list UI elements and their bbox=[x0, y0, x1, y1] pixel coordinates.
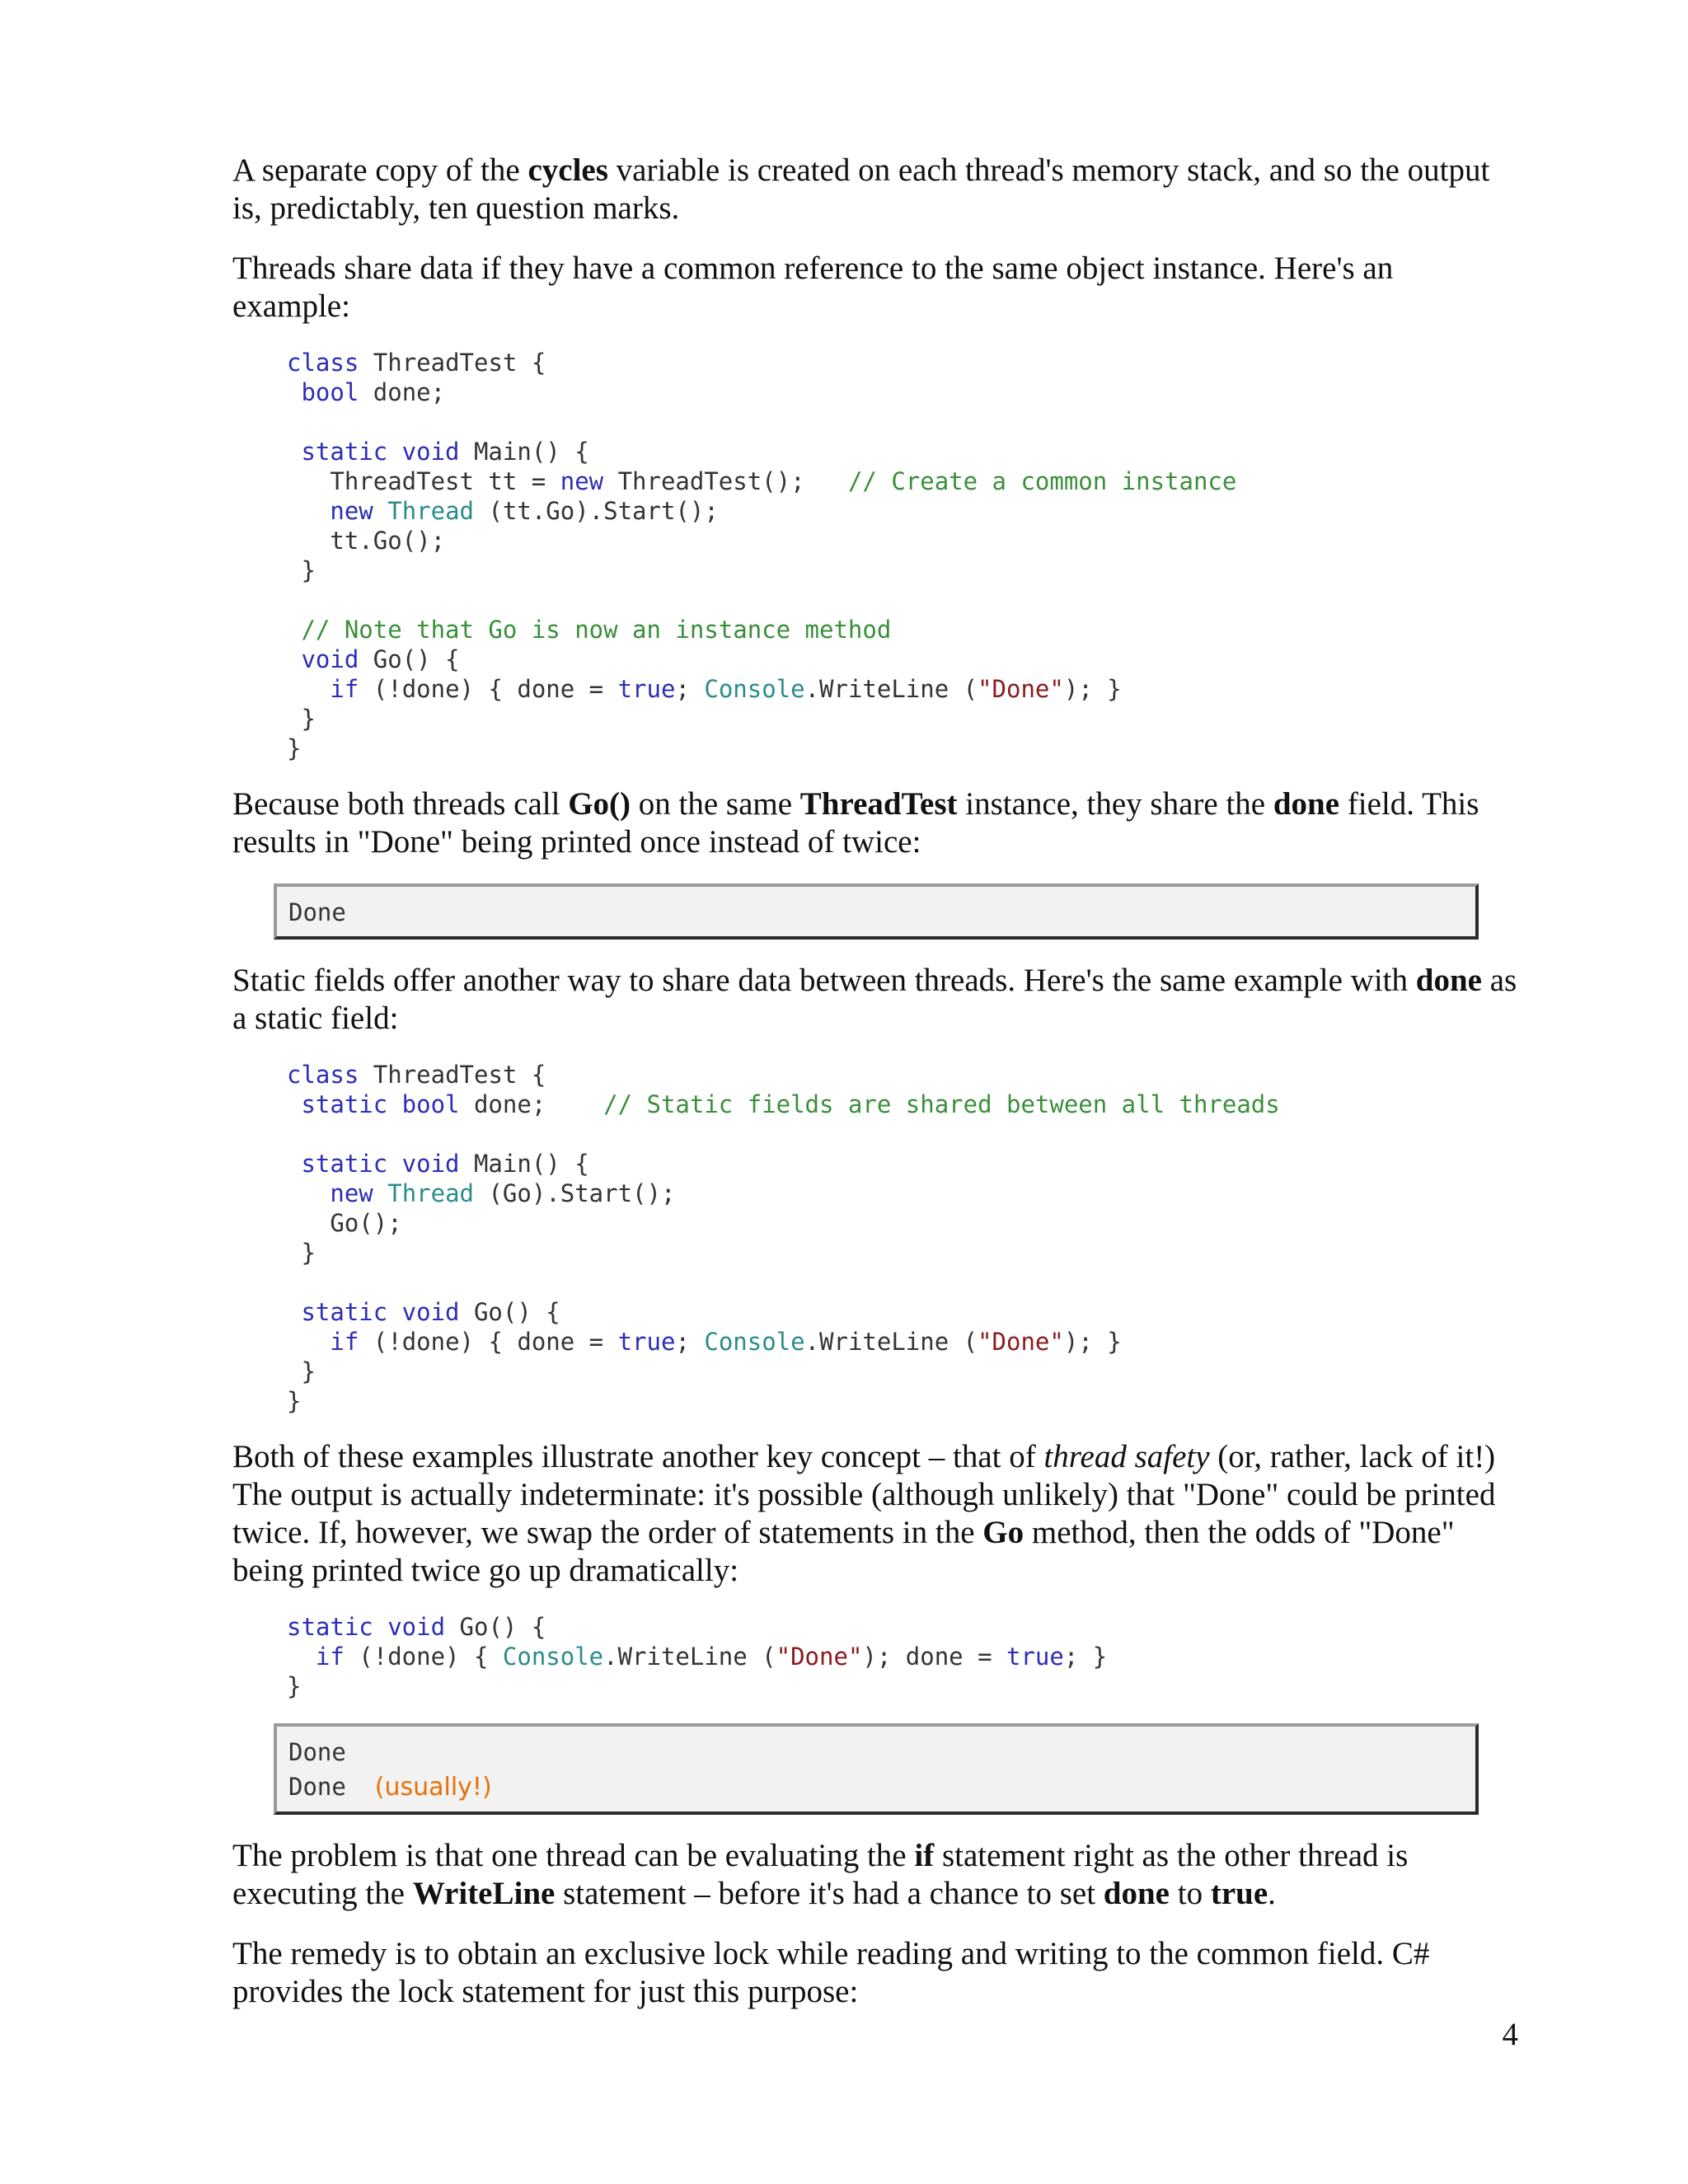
code-line-blank bbox=[287, 585, 1518, 615]
bold-term: Go() bbox=[568, 786, 631, 822]
paragraph-thread-safety: Both of these examples illustrate another key concept – that of thread safety (or, rather, lack of it!) The output is actually indeterminate: it's possible (although unlikely) that "Done" could be printed twice. If, however, we swap the order of statements in the Go method, then the odds of "Done" being printed twice go up dramatically: bbox=[232, 1439, 1496, 1588]
output-line: Done bbox=[288, 898, 346, 926]
bold-term: Go bbox=[982, 1515, 1025, 1550]
bold-term: cycles bbox=[528, 152, 608, 188]
paragraph-cycles bbox=[232, 152, 1518, 227]
bold-term: WriteLine bbox=[412, 1876, 556, 1911]
paragraph-share-intro: Threads share data if they have a common reference to the same object instance. Here's an example: bbox=[232, 251, 1394, 324]
code-line: } bbox=[287, 1357, 316, 1385]
italic-term: thread safety bbox=[1043, 1439, 1210, 1474]
code-line: static void Go() { bbox=[287, 1298, 560, 1326]
paragraph-problem: The problem is that one thread can be evaluating the if statement right as the other thread is executing the WriteLine statement – before it's had a chance to set done to true. bbox=[232, 1838, 1409, 1911]
code-block-static-example bbox=[287, 1060, 1518, 1416]
text: A separate copy of the bbox=[232, 152, 528, 188]
text: variable is created on each thread's memory stack, and so the output is, predictably, ten question marks. bbox=[232, 152, 1490, 226]
output-annotation: (usually!) bbox=[374, 1773, 492, 1802]
bold-term: ThreadTest bbox=[799, 786, 958, 822]
code-line: tt.Go(); bbox=[287, 527, 446, 555]
code-line-blank bbox=[287, 407, 1518, 437]
code-line: if (!done) { done = true; Console.WriteLine ("Done"); } bbox=[287, 675, 1122, 703]
code-line-blank bbox=[287, 1268, 1518, 1297]
code-line: static void Main() { bbox=[287, 438, 589, 466]
paragraph-both-threads: Because both threads call Go() on the same ThreadTest instance, they share the done field. This results in "Done" being printed once instead of twice: bbox=[232, 786, 1479, 860]
code-line: static void Go() { bbox=[287, 1613, 546, 1641]
code-line: void Go() { bbox=[287, 645, 460, 673]
code-line: class ThreadTest { bbox=[287, 1061, 546, 1089]
code-line: ThreadTest tt = new ThreadTest(); // Create a common instance bbox=[287, 467, 1237, 495]
output-line: Done (usually!) bbox=[288, 1773, 492, 1802]
bold-term: true bbox=[1210, 1876, 1268, 1911]
bold-term: done bbox=[1273, 786, 1340, 822]
code-line: } bbox=[287, 556, 316, 584]
code-line: if (!done) { Console.WriteLine ("Done"); done = true; } bbox=[287, 1643, 1108, 1671]
code-line: new Thread (Go).Start(); bbox=[287, 1179, 676, 1207]
code-line: } bbox=[287, 1387, 302, 1415]
code-line: new Thread (tt.Go).Start(); bbox=[287, 497, 719, 525]
bold-term: if bbox=[914, 1838, 935, 1873]
code-line: bool done; bbox=[287, 378, 446, 406]
page-number: 4 bbox=[1502, 2017, 1518, 2052]
code-line: static bool done; // Static fields are shared between all threads bbox=[287, 1090, 1280, 1118]
code-comment: // Note that Go is now an instance method bbox=[287, 616, 892, 644]
code-block-instance-example bbox=[287, 348, 1518, 763]
code-line: } bbox=[287, 734, 302, 762]
code-line: if (!done) { done = true; Console.WriteLine ("Done"); } bbox=[287, 1328, 1122, 1356]
output-box-once bbox=[274, 883, 1479, 940]
code-line-blank bbox=[287, 1119, 1518, 1149]
code-comment: // Create a common instance bbox=[847, 467, 1237, 495]
paragraph-static-fields: Static fields offer another way to share data between threads. Here's the same example with done as a static field: bbox=[232, 963, 1517, 1036]
code-line: class ThreadTest { bbox=[287, 349, 546, 377]
document-page bbox=[232, 152, 1518, 2033]
paragraph-remedy: The remedy is to obtain an exclusive lock while reading and writing to the common field. C# provides the lock statement for just this purpose: bbox=[232, 1936, 1430, 2009]
code-line: } bbox=[287, 1672, 302, 1700]
output-box-twice bbox=[274, 1723, 1479, 1815]
code-block-swapped-go bbox=[287, 1612, 1518, 1701]
bold-term: done bbox=[1415, 963, 1482, 998]
output-line: Done bbox=[288, 1738, 346, 1766]
code-line: } bbox=[287, 1239, 316, 1267]
code-line: static void Main() { bbox=[287, 1150, 589, 1178]
code-line bbox=[287, 615, 1518, 644]
code-line: } bbox=[287, 705, 316, 733]
code-line: Go(); bbox=[287, 1209, 402, 1237]
bold-term: done bbox=[1103, 1876, 1170, 1911]
code-comment: // Static fields are shared between all threads bbox=[603, 1090, 1280, 1118]
